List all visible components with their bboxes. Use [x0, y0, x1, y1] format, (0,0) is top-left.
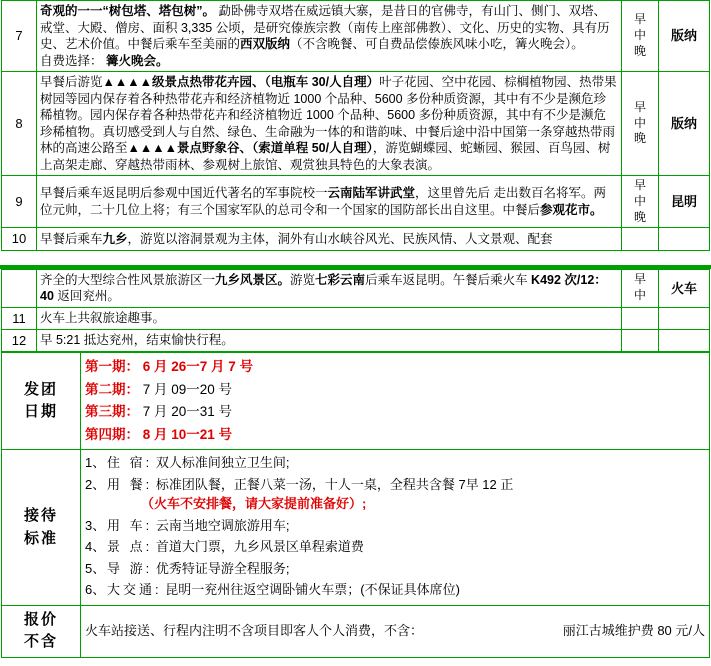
city-cell: 版纳: [659, 1, 710, 72]
list-item: 3、 用 车: 云南当地空调旅游用车;: [85, 517, 290, 533]
table-row: [2, 329, 710, 351]
itinerary-table-upper: [1, 0, 710, 251]
list-item: 4、 景 点: 首道大门票，九乡风景区单程索道费: [85, 539, 364, 555]
reception-standard-label: 接待 标准: [2, 450, 81, 606]
city-cell: 火车: [659, 269, 710, 307]
list-item: 6、 大交通: 昆明一兖州往返空调卧铺火车票；(不保证具体席位): [85, 582, 460, 598]
list-item: 2、 用 餐: 标准团队餐，正餐八菜一汤，十人一桌，全程共含餐 7早 12 正 （火车不安排餐，请大家提前准备好）;: [85, 476, 514, 512]
table-row: [2, 176, 710, 228]
table-row: [2, 1, 710, 72]
exclusions-left: 火车站接送、行程内注明不含项目即客人个人消费，不含：: [85, 622, 424, 638]
city-cell: [659, 329, 710, 351]
day-number: [2, 269, 37, 307]
day-description: 早餐后乘车九乡，游览以溶洞景观为主体，洞外有山水峡谷风光、民族风情、人文景观、配套: [37, 228, 622, 250]
meals-cell: 早 中 晚: [622, 72, 659, 176]
day-description: 火车上共叙旅途趣事。: [37, 307, 622, 329]
table-row: [2, 307, 710, 329]
meals-cell: 早 中 晚: [622, 176, 659, 228]
table-row: [2, 72, 710, 176]
city-cell: [659, 228, 710, 250]
meals-cell: [622, 307, 659, 329]
day-description: 早餐后游览▲▲▲▲级景点热带花卉园、（电瓶车 30/人自理）叶子花园、空中花园、棕榈植物园、热带果树园等园内保存着各种热带花卉和经济植物近 1000 个品种、5600 多份种质资源，其中有不少是濒危珍稀植物。园内保存着各种热带花卉和经济植物近 1000 个品种、5600 多份种质资源，其中有不少是濒危珍稀植物。真切感受到人与自然、绿色、生命融为一体的和谐韵味、中餐后途中沿中国第一条穿越热带雨林的高速公路至▲▲▲▲景点野象谷、（索道单程 50/人自理），游览蝴蝶园、蛇蜥园、猴园、百鸟园、树上高架走廊、穿越热带雨林、参观树上旅馆、观赏独具特色的大象表演。: [37, 72, 622, 176]
itinerary-table-lower: [1, 269, 710, 352]
day-description: 早 5:21 抵达兖州，结束愉快行程。: [37, 329, 622, 351]
day-number: 9: [2, 176, 37, 228]
day-number: 7: [2, 1, 37, 72]
reception-standard-row: [2, 450, 710, 606]
city-cell: [659, 307, 710, 329]
meals-cell: 早 中 晚: [622, 1, 659, 72]
city-cell: 昆明: [659, 176, 710, 228]
departure-date-line: 第四期： 8 月 10一21 号: [85, 426, 233, 442]
day-description: 齐全的大型综合性风景旅游区一九乡风景区。游览七彩云南后乘车返昆明。午餐后乘火车 K492 次/12：40 返回兖州。: [37, 269, 622, 307]
day-description: 早餐后乘车返昆明后参观中国近代著名的军事院校一云南陆军讲武堂，这里曾先后 走出数百名将军。两位元帅，二十几位上将；有三个国家军队的总司令和一个国家的国防部长出自这里。中餐后参观花市。: [37, 176, 622, 228]
departure-dates-label: 发团 日期: [2, 352, 81, 449]
list-item: 5、 导 游: 优秀特证导游全程服务;: [85, 560, 290, 576]
meals-cell: [622, 228, 659, 250]
info-table: [1, 352, 710, 658]
meals-cell: [622, 329, 659, 351]
departure-date-line: 第三期： 7 月 20一31 号: [85, 404, 233, 420]
departure-dates-content: [81, 352, 710, 449]
departure-dates-row: [2, 352, 710, 449]
table-row: [2, 269, 710, 307]
day-number: 8: [2, 72, 37, 176]
departure-date-line: 第一期： 6 月 26一7 月 7 号: [85, 358, 254, 374]
day-number: 12: [2, 329, 37, 351]
day-description: 奇观的一一“树包塔、塔包树”。 勐卧佛寺双塔在威远镇大寨，是昔日的官佛寺，有山门、侧门、双塔、戒堂、大殿、僧房、面积 3,335 公顷，是研究傣族宗教（南传上座部佛教）、文化、历史的实物、具有历史、艺术价值。中餐后乘车至美丽的西双版纳（不含晚餐、可自费品偿傣族风味小吃，篝火晚会）。 自费选择： 篝火晚会。: [37, 1, 622, 72]
exclusions-content: [81, 605, 710, 657]
departure-date-line: 第二期： 7 月 09一20 号: [85, 381, 233, 397]
exclusions-right: 丽江古城维护费 80 元/人: [562, 622, 705, 638]
city-cell: 版纳: [659, 72, 710, 176]
meals-cell: 早 中: [622, 269, 659, 307]
list-item: 1、 住 宿: 双人标准间独立卫生间;: [85, 455, 290, 471]
reception-standard-content: [81, 450, 710, 606]
exclusions-label: 报价 不含: [2, 605, 81, 657]
day-number: 11: [2, 307, 37, 329]
table-row: [2, 228, 710, 250]
day-number: 10: [2, 228, 37, 250]
exclusions-row: [2, 605, 710, 657]
section-gap: [0, 251, 711, 265]
